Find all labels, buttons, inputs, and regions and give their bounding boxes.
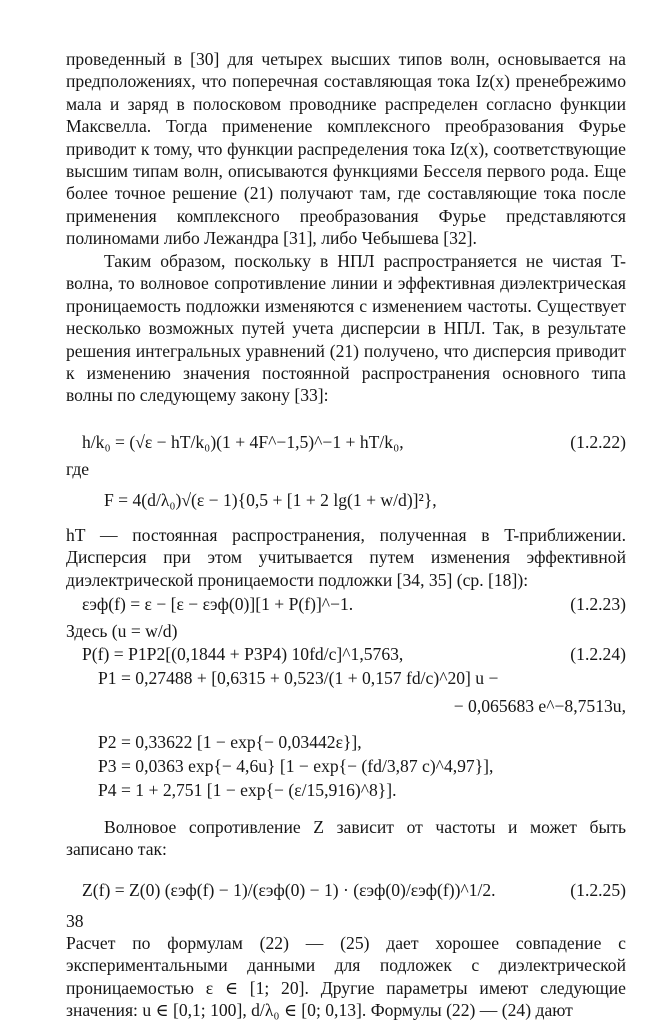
paragraph-4: Волновое сопротивление Z зависит от частоты и может быть записано так: <box>66 817 626 860</box>
equation-P1-line1 <box>66 666 626 690</box>
equation-P3 <box>66 754 626 778</box>
equation-formula: εэф(f) = ε − [ε − εэф(0)][1 + P(f)]^−1. <box>82 594 354 614</box>
equation-formula: h/k₀ = (√ε − hT/k₀)(1 + 4F^−1,5)^−1 + hT/k₀, <box>82 432 404 452</box>
equation-number: (1.2.25) <box>570 880 626 900</box>
paragraph-2: Таким образом, поскольку в НПЛ распространяется не чистая T-волна, то волновое сопротивление линии и эффективная диэлектрическая проницаемость подложки изменяются с изменением частоты. Существует несколько возможных путей учета дисперсии в НПЛ. Так, в результате решения интегральных уравнений (21) получено, что дисперсия приводит к изменению значения постоянной распространения основного типа волны по следующему закону [33]: <box>66 251 626 406</box>
equation-number: (1.2.22) <box>570 432 626 452</box>
equation-P2 <box>66 730 626 754</box>
page-number: 38 <box>66 911 84 931</box>
equation-formula: P1 = 0,27488 + [0,6315 + 0,523/(1 + 0,157 fd/c)^20] u − <box>98 668 499 688</box>
equation-formula: P(f) = P1P2[(0,1844 + P3P4) 10fd/c]^1,5763, <box>82 644 404 664</box>
equation-P1-line2 <box>66 694 626 718</box>
equation-number: (1.2.23) <box>570 594 626 614</box>
equation-formula: − 0,065683 e^−8,7513u, <box>453 696 626 716</box>
equation-F <box>66 488 626 512</box>
equation-formula: Z(f) = Z(0) (εэф(f) − 1)/(εэф(0) − 1) · (εэф(0)/εэф(f))^1/2. <box>82 880 496 900</box>
equation-number: (1.2.24) <box>570 644 626 664</box>
here-label: Здесь (u = w/d) <box>66 621 178 641</box>
equation-1-2-25 <box>66 878 626 902</box>
where-label: где <box>66 459 90 479</box>
equation-formula: F = 4(d/λ₀)√(ε − 1){0,5 + [1 + 2 lg(1 + w/d)]²}, <box>104 490 437 510</box>
equation-1-2-22 <box>66 430 626 454</box>
equation-1-2-23 <box>66 592 626 616</box>
equation-1-2-24 <box>66 642 626 666</box>
page-body <box>66 48 626 1022</box>
paragraph-3: hT — постоянная распространения, полученная в T-приближении. Дисперсия при этом учитывается путем изменения эффективной диэлектрической проницаемости подложки [34, 35] (ср. [18]): <box>66 525 626 590</box>
equation-formula: P3 = 0,0363 exp{− 4,6u} [1 − exp{− (fd/3,87 c)^4,97}], <box>98 756 494 776</box>
paragraph-1: проведенный в [30] для четырех высших типов волн, основывается на предположениях, что поперечная составляющая тока Iz(x) пренебрежимо мала и заряд в полосковом проводнике распределен согласно функции Максвелла. Тогда применение комплексного преобразования Фурье приводит к тому, что функции распределения тока Iz(x), соответствующие высшим типам волн, описываются функциями Бесселя первого рода. Еще более точное решение (21) получают там, где составляющие тока после применения комплексного преобразования Фурье представляются полиномами либо Лежандра [31], либо Чебышева [32]. <box>66 49 626 249</box>
equation-formula: P2 = 0,33622 [1 − exp{− 0,03442ε}], <box>98 732 362 752</box>
paragraph-5: Расчет по формулам (22) — (25) дает хорошее совпадение с экспериментальными данными для подложек с диэлектрической проницаемостью ε ∈ [1; 20]. Другие параметры имеют следующие значения: u ∈ [0,1; 100], d/λ₀ ∈ [0; 0,13]. Формулы (22) — (24) дают <box>66 933 626 1021</box>
equation-formula: P4 = 1 + 2,751 [1 − exp{− (ε/15,916)^8}]. <box>98 780 397 800</box>
equation-P4 <box>66 778 626 802</box>
